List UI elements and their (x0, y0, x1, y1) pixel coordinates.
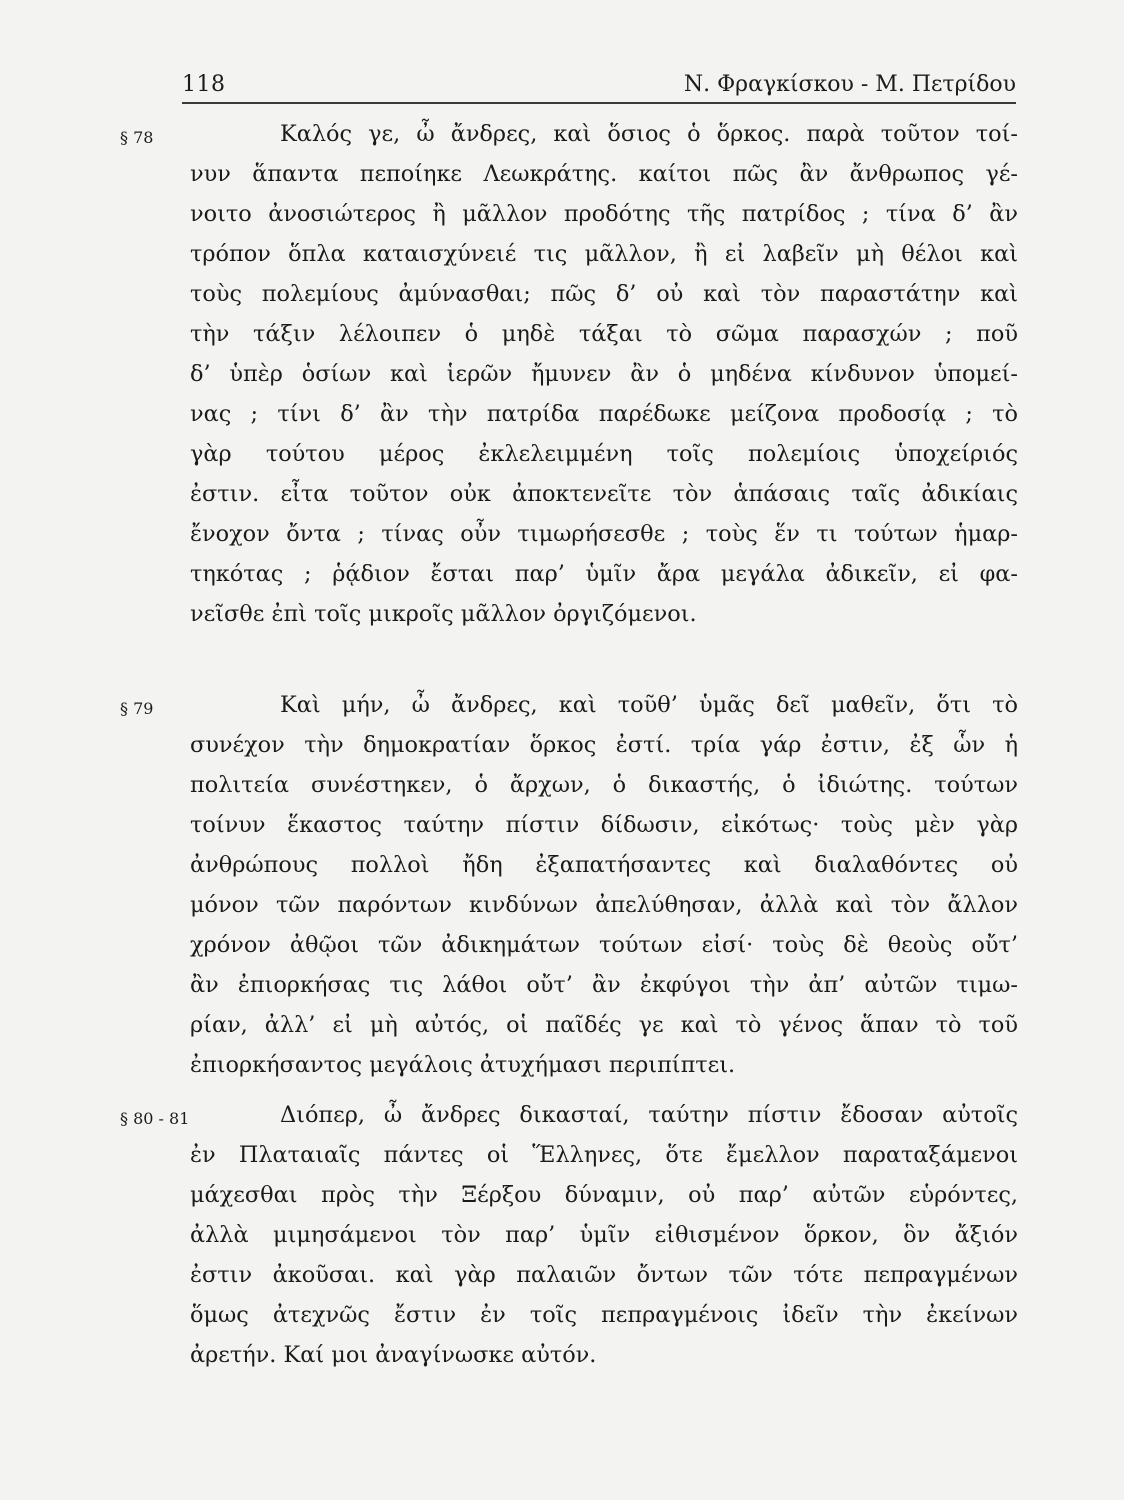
text-line: νας ; τίνι δ’ ἂν τὴν πατρίδα παρέδωκε μείζονα προδοσίᾳ ; τὸ (190, 401, 1018, 427)
page-number: 118 (182, 72, 226, 97)
text-line: Καὶ μήν, ὦ ἄνδρες, καὶ τοῦθ’ ὑμᾶς δεῖ μαθεῖν, ὅτι τὸ (280, 692, 1018, 718)
section-text (190, 114, 1018, 634)
text-line: τοὺς πολεμίους ἀμύνασθαι; πῶς δ’ οὐ καὶ τὸν παραστάτην καὶ (190, 281, 1018, 307)
text-line: ἀρετήν. Καί μοι ἀναγίνωσκε αὐτόν. (190, 1342, 597, 1368)
text-line: ἂν ἐπιορκήσας τις λάθοι οὔτ’ ἂν ἐκφύγοι τὴν ἀπ’ αὐτῶν τιμω- (190, 972, 1018, 998)
text-line: ἀλλὰ μιμησάμενοι τὸν παρ’ ὑμῖν εἰθισμένον ὅρκον, ὃν ἄξιόν (190, 1222, 1018, 1248)
text-line: πολιτεία συνέστηκεν, ὁ ἄρχων, ὁ δικαστής, ὁ ἰδιώτης. τούτων (190, 772, 1018, 798)
text-line: Διόπερ, ὦ ἄνδρες δικασταί, ταύτην πίστιν ἔδοσαν αὐτοῖς (280, 1102, 1018, 1128)
text-line: ἐστιν. εἶτα τοῦτον οὐκ ἀποκτενεῖτε τὸν ἁπάσαις ταῖς ἀδικίαις (190, 481, 1018, 507)
running-head: Ν. Φραγκίσκου - Μ. Πετρίδου (683, 72, 1016, 97)
text-line: δ’ ὑπὲρ ὁσίων καὶ ἱερῶν ἤμυνεν ἂν ὁ μηδένα κίνδυνον ὑπομεί- (190, 361, 1018, 387)
text-line: ἔνοχον ὄντα ; τίνας οὖν τιμωρήσεσθε ; τοὺς ἕν τι τούτων ἡμαρ- (190, 521, 1018, 547)
text-line: τρόπον ὅπλα καταισχύνειέ τις μᾶλλον, ἢ εἰ λαβεῖν μὴ θέλοι καὶ (190, 241, 1018, 267)
text-line: νεῖσθε ἐπὶ τοῖς μικροῖς μᾶλλον ὀργιζόμενοι. (190, 601, 697, 627)
text-line: συνέχον τὴν δημοκρατίαν ὅρκος ἐστί. τρία γάρ ἐστιν, ἐξ ὧν ἡ (190, 732, 1018, 758)
text-line: ἀνθρώπους πολλοὶ ἤδη ἐξαπατήσαντες καὶ διαλαθόντες οὐ (190, 852, 1018, 878)
text-line: μόνον τῶν παρόντων κινδύνων ἀπελύθησαν, ἀλλὰ καὶ τὸν ἄλλον (190, 892, 1018, 918)
section-text (190, 685, 1018, 1085)
text-line: ἐν Πλαταιαῖς πάντες οἱ Ἕλληνες, ὅτε ἔμελλον παραταξάμενοι (190, 1142, 1018, 1168)
text-line: χρόνον ἀθῷοι τῶν ἀδικημάτων τούτων εἰσί· τοὺς δὲ θεοὺς οὔτ’ (190, 932, 1018, 958)
section-reference: § 79 (120, 699, 154, 718)
text-line: τοίνυν ἕκαστος ταύτην πίστιν δίδωσιν, εἰκότως· τοὺς μὲν γὰρ (190, 812, 1018, 838)
text-line: νυν ἅπαντα πεποίηκε Λεωκράτης. καίτοι πῶς ἂν ἄνθρωπος γέ- (190, 161, 1018, 187)
text-line: ἐστιν ἀκοῦσαι. καὶ γὰρ παλαιῶν ὄντων τῶν τότε πεπραγμένων (190, 1262, 1018, 1288)
text-line: νοιτο ἀνοσιώτερος ἢ μᾶλλον προδότης τῆς πατρίδος ; τίνα δ’ ἂν (190, 201, 1018, 227)
text-line: ἐπιορκήσαντος μεγάλοις ἀτυχήμασι περιπίπτει. (190, 1052, 736, 1078)
section-reference: § 78 (120, 128, 154, 147)
text-line: ρίαν, ἀλλ’ εἰ μὴ αὐτός, οἱ παῖδές γε καὶ τὸ γένος ἅπαν τὸ τοῦ (190, 1012, 1018, 1038)
text-line: μάχεσθαι πρὸς τὴν Ξέρξου δύναμιν, οὐ παρ’ αὐτῶν εὑρόντες, (190, 1182, 1018, 1208)
section-text (190, 1095, 1018, 1375)
section-reference: § 80 - 81 (120, 1109, 190, 1128)
header-rule (182, 102, 1016, 104)
text-line: Καλός γε, ὦ ἄνδρες, καὶ ὅσιος ὁ ὅρκος. παρὰ τοῦτον τοί- (280, 121, 1018, 147)
text-line: τὴν τάξιν λέλοιπεν ὁ μηδὲ τάξαι τὸ σῶμα παρασχών ; ποῦ (190, 321, 1018, 347)
text-line: ὅμως ἀτεχνῶς ἔστιν ἐν τοῖς πεπραγμένοις ἰδεῖν τὴν ἐκείνων (190, 1302, 1018, 1328)
text-line: γὰρ τούτου μέρος ἐκλελειμμένη τοῖς πολεμίοις ὑποχείριός (190, 441, 1018, 467)
page-header (182, 70, 1016, 110)
text-line: τηκότας ; ῥᾴδιον ἔσται παρ’ ὑμῖν ἄρα μεγάλα ἀδικεῖν, εἰ φα- (190, 561, 1018, 587)
